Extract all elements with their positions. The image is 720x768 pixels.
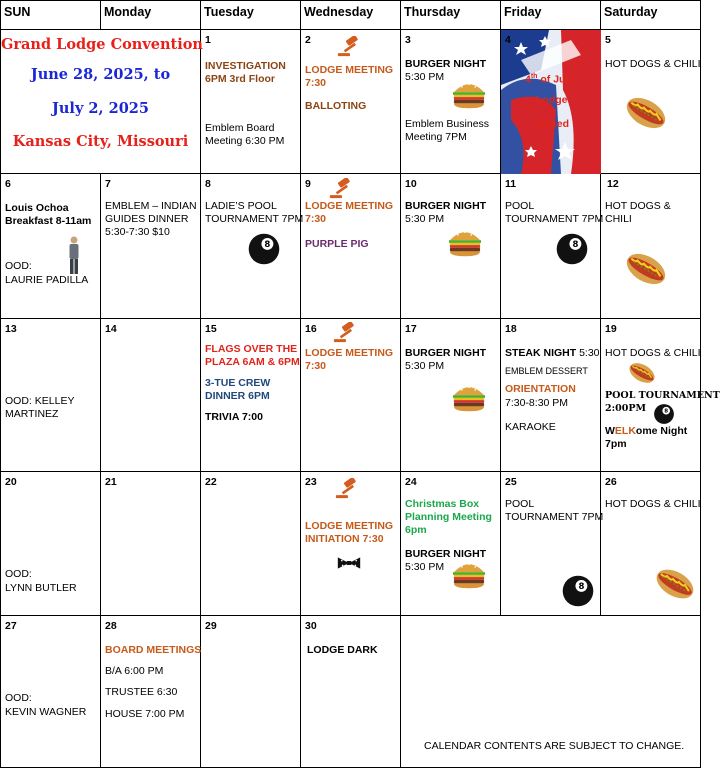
- event-text: 7:30-8:30 PM: [505, 396, 569, 409]
- day-cell-13[interactable]: [1, 318, 101, 471]
- day-cell-21[interactable]: [101, 472, 201, 615]
- event-text: 7:30: [305, 359, 327, 372]
- header-sunday: SUN: [1, 1, 101, 30]
- day-number: 27: [5, 619, 17, 632]
- week-row: [1, 174, 701, 318]
- day-number: 28: [105, 619, 117, 632]
- event-text: 6pm: [405, 524, 427, 537]
- day-cell-16[interactable]: [301, 318, 401, 471]
- day-cell-25[interactable]: [501, 472, 604, 615]
- event-text: FLAGS OVER THE: [205, 342, 298, 355]
- event-text: Emblem Board: [205, 122, 275, 135]
- event-text: Closed: [534, 118, 570, 131]
- event-text: 5:30 PM: [405, 561, 445, 574]
- event-text: POOL TOURNAMENT: [605, 389, 720, 401]
- event-text: 5:30-7:30 $10: [105, 226, 170, 239]
- event-text: OOD:: [5, 691, 32, 704]
- day-number: 25: [505, 476, 517, 489]
- day-cell-18[interactable]: [501, 318, 601, 471]
- event-text: MARTINEZ: [5, 407, 59, 420]
- day-number: 17: [405, 322, 417, 335]
- event-text: LADIE’S POOL: [205, 200, 277, 213]
- convention-location: Kansas City, Missouri: [12, 133, 189, 151]
- hotdog-icon: [623, 248, 669, 290]
- event-text: Meeting 7PM: [405, 131, 467, 144]
- hotdog-icon: [627, 359, 657, 387]
- day-cell-24[interactable]: [401, 472, 501, 615]
- day-cell-17[interactable]: [401, 318, 501, 471]
- convention-dates-end: July 2, 2025: [52, 100, 149, 118]
- day-cell-15[interactable]: [201, 318, 301, 471]
- event-text: B/A 6:00 PM: [105, 664, 164, 677]
- eight-ball-icon: [247, 232, 281, 266]
- event-text: HOT DOGS & CHILI: [605, 346, 701, 359]
- day-cell-27[interactable]: [1, 615, 101, 767]
- event-text: HOT DOGS &: [605, 200, 671, 213]
- event-text: Louis Ochoa: [5, 202, 69, 215]
- event-text: Planning Meeting: [405, 511, 492, 524]
- gavel-icon: [335, 478, 361, 500]
- event-text: HOUSE 7:00 PM: [105, 707, 185, 720]
- event-text: OOD:: [5, 568, 32, 581]
- day-number: 10: [405, 178, 417, 191]
- header-friday: Friday: [501, 1, 601, 30]
- event-text: TOURNAMENT 7PM: [505, 511, 604, 524]
- event-text: 5:30 PM: [405, 359, 445, 372]
- day-cell-9[interactable]: [301, 174, 401, 318]
- header-thursday: Thursday: [401, 1, 501, 30]
- day-number: 4: [505, 34, 511, 47]
- day-number: 26: [605, 476, 617, 489]
- event-text: CHILI: [605, 213, 632, 226]
- event-text: BURGER NIGHT: [405, 58, 487, 71]
- event-text: HOT DOGS & CHILI: [605, 498, 701, 511]
- day-number: 2: [305, 34, 311, 47]
- event-text: Lodge: [536, 94, 568, 107]
- event-text: BURGER NIGHT: [405, 200, 487, 213]
- day-number: 5: [605, 34, 611, 47]
- day-number: 21: [105, 476, 117, 489]
- day-number: 18: [505, 322, 517, 335]
- week-row: [1, 318, 701, 471]
- eight-ball-icon: [561, 574, 595, 608]
- event-text: KARAOKE: [505, 420, 556, 433]
- event-text: 5:30 PM: [405, 71, 445, 84]
- day-cell-29[interactable]: [201, 615, 301, 767]
- day-number: 16: [305, 322, 317, 335]
- burger-icon: [451, 381, 487, 413]
- day-cell-14[interactable]: [101, 318, 201, 471]
- day-cell-8[interactable]: [201, 174, 304, 318]
- weekday-header-row: [1, 1, 701, 30]
- event-text: TOURNAMENT 7PM: [205, 213, 304, 226]
- event-text: Meeting 6:30 PM: [205, 135, 285, 148]
- event-text: Christmas Box: [405, 498, 480, 511]
- day-number: 29: [205, 619, 217, 632]
- day-cell-2[interactable]: [301, 30, 401, 174]
- event-text: 7pm: [605, 437, 627, 450]
- event-text: 5:30 PM: [405, 213, 445, 226]
- event-text: EMBLEM – INDIAN: [105, 200, 197, 213]
- day-cell-19[interactable]: [601, 318, 720, 471]
- convention-title: Grand Lodge Convention: [1, 36, 203, 54]
- day-number: 1: [205, 34, 211, 47]
- burger-icon: [451, 558, 487, 590]
- gavel-icon: [329, 178, 355, 200]
- event-text: BOARD MEETINGS: [105, 643, 202, 656]
- convention-cell: [1, 30, 201, 174]
- event-text: Breakfast 8-11am: [5, 215, 92, 228]
- event-text: LODGE DARK: [307, 643, 378, 656]
- week-row: [1, 472, 701, 615]
- day-cell-30[interactable]: [301, 615, 401, 767]
- day-cell-7[interactable]: [101, 174, 201, 318]
- day-cell-10[interactable]: [401, 174, 501, 318]
- eight-ball-icon: [555, 232, 589, 266]
- hotdog-icon: [653, 564, 697, 604]
- day-cell-28[interactable]: [101, 615, 201, 767]
- header-saturday: Saturday: [601, 1, 701, 30]
- event-text: PLAZA 6AM & 6PM: [205, 355, 300, 368]
- day-number: 23: [305, 476, 317, 489]
- event-text: WELKome Night: [605, 424, 688, 437]
- event-text: ORIENTATION: [505, 382, 576, 395]
- day-number: 20: [5, 476, 17, 489]
- day-number: 6: [5, 178, 11, 191]
- day-number: 9: [305, 178, 311, 191]
- day-number: 7: [105, 178, 111, 191]
- event-text: 4th of July: [525, 73, 575, 86]
- event-text: 7:30: [305, 213, 327, 226]
- event-text: INVESTIGATION: [205, 60, 286, 73]
- day-cell-11[interactable]: [501, 174, 604, 318]
- day-cell-22[interactable]: [201, 472, 301, 615]
- event-text: 2:00PM: [605, 402, 646, 414]
- day-cell-5[interactable]: [601, 30, 701, 174]
- calendar-disclaimer: CALENDAR CONTENTS ARE SUBJECT TO CHANGE.: [424, 740, 685, 752]
- day-number: 15: [205, 322, 217, 335]
- gavel-icon: [337, 36, 363, 58]
- event-text: BURGER NIGHT: [405, 346, 487, 359]
- event-text: POOL: [505, 200, 535, 213]
- hotdog-icon: [623, 92, 669, 134]
- eight-ball-icon: [653, 403, 675, 425]
- day-number: 24: [405, 476, 417, 489]
- event-text: DINNER 6PM: [205, 389, 270, 402]
- day-number: 12: [607, 178, 619, 191]
- person-figure: [67, 236, 81, 276]
- day-number: 19: [605, 322, 617, 335]
- day-number: 30: [305, 619, 317, 632]
- event-text: LODGE MEETING: [305, 520, 394, 533]
- event-text: 7:30: [305, 77, 327, 90]
- day-number: 3: [405, 34, 411, 47]
- header-monday: Monday: [101, 1, 201, 30]
- day-number: 22: [205, 476, 217, 489]
- event-text: 3-TUE CREW: [205, 376, 271, 389]
- event-text: HOT DOGS & CHILI: [605, 58, 701, 71]
- day-cell-6[interactable]: [1, 174, 101, 318]
- event-text: BURGER NIGHT: [405, 548, 487, 561]
- event-text: OOD: KELLEY: [5, 394, 75, 407]
- day-cell-3[interactable]: [401, 30, 501, 174]
- event-text: 6PM 3rd Floor: [205, 73, 276, 86]
- event-text: KEVIN WAGNER: [5, 705, 87, 718]
- event-text: BALLOTING: [305, 100, 367, 113]
- day-number: 13: [5, 322, 17, 335]
- day-cell-12[interactable]: [601, 174, 701, 318]
- event-text: INITIATION 7:30: [305, 533, 384, 546]
- event-text: LAURIE PADILLA: [5, 274, 89, 287]
- event-text: Emblem Business: [405, 118, 490, 131]
- day-cell-20[interactable]: [1, 472, 101, 615]
- day-number: 14: [105, 322, 117, 335]
- day-number: 8: [205, 178, 211, 191]
- day-cell-1[interactable]: [201, 30, 301, 174]
- event-text: OOD:: [5, 260, 32, 273]
- event-text: STEAK NIGHT 5:30: [505, 346, 600, 359]
- day-cell-26[interactable]: [601, 472, 701, 615]
- event-text: PURPLE PIG: [305, 238, 369, 251]
- day-cell-23[interactable]: [301, 472, 401, 615]
- event-text: LODGE MEETING: [305, 200, 394, 213]
- event-text: POOL: [505, 498, 535, 511]
- convention-dates-start: June 28, 2025, to: [30, 66, 171, 84]
- event-text: TRUSTEE 6:30: [105, 685, 178, 698]
- burger-icon: [451, 78, 487, 110]
- day-number: 11: [505, 178, 517, 191]
- burger-icon: [447, 226, 483, 258]
- event-text: TRIVIA 7:00: [205, 410, 263, 423]
- bowtie-icon: [337, 556, 361, 570]
- event-text: TOURNAMENT 7PM: [505, 213, 604, 226]
- event-text: LODGE MEETING: [305, 346, 394, 359]
- event-text: LYNN BUTLER: [5, 582, 77, 595]
- week-row: [1, 30, 701, 174]
- day-cell-4[interactable]: [501, 30, 601, 174]
- gavel-icon: [333, 322, 359, 344]
- event-text: EMBLEM DESSERT: [505, 365, 588, 376]
- header-tuesday: Tuesday: [201, 1, 301, 30]
- event-text: LODGE MEETING: [305, 64, 394, 77]
- event-text: GUIDES DINNER: [105, 213, 189, 226]
- header-wednesday: Wednesday: [301, 1, 401, 30]
